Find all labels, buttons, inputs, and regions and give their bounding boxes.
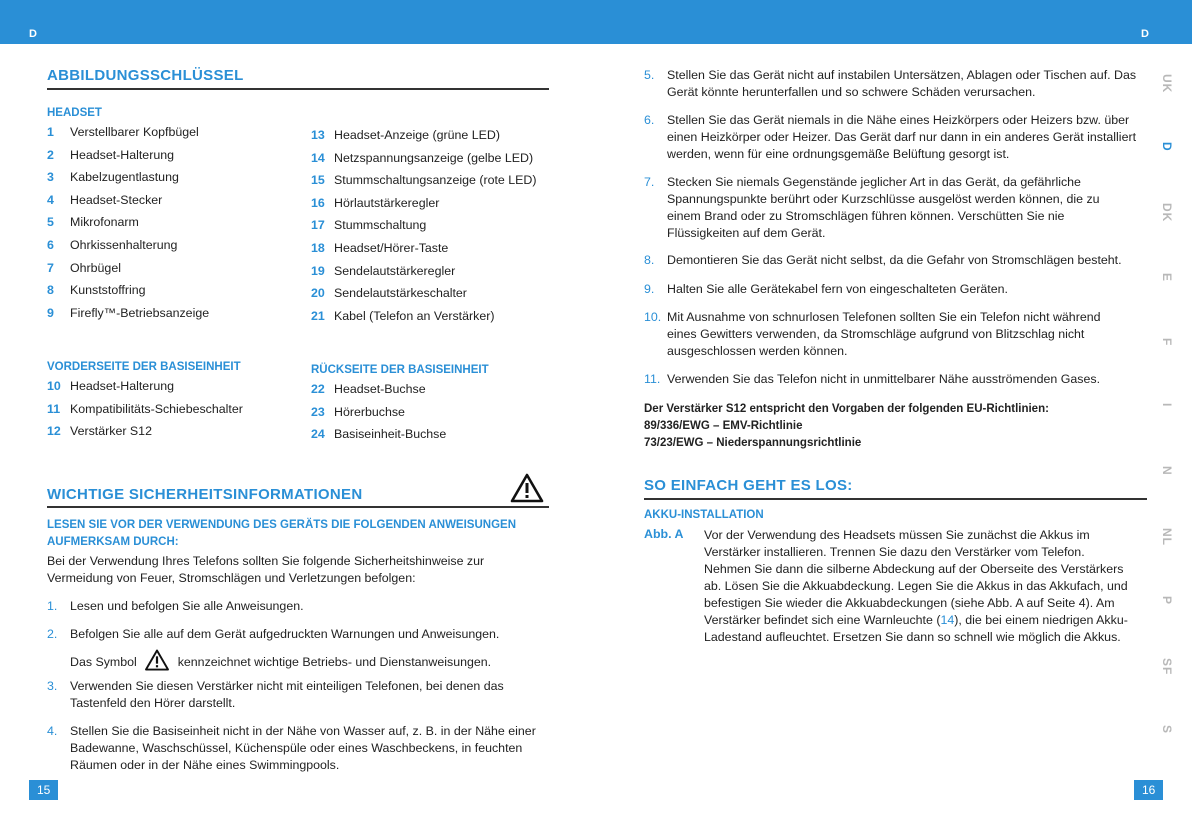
safety-item-10: 10. Mit Ausnahme von schnurlosen Telefonen sollten Sie ein Telefon nicht während eines Gewitters verwenden, da Stromschläge aufgrund von Blitzschlag nicht ausgeschlossen werden können. [644, 310, 1101, 358]
list-item: 20 Sendelautstärkeschalter [311, 286, 467, 301]
lang-tab-sf[interactable]: SF [1160, 658, 1174, 676]
safety-title: WICHTIGE SICHERHEITSINFORMATIONEN [47, 486, 363, 503]
list-item: 24 Basiseinheit-Buchse [311, 427, 447, 442]
headset-heading: HEADSET [47, 107, 102, 119]
compliance-line: 89/336/EWG – EMV-Richtlinie [644, 420, 803, 432]
list-item: 2 Headset-Halterung [47, 147, 175, 162]
list-item: 12 Verstärker S12 [47, 424, 152, 439]
compliance-line: 73/23/EWG – Niederspannungsrichtlinie [644, 437, 862, 449]
list-item: 3 Kabelzugentlastung [47, 170, 179, 185]
language-tabs [1150, 60, 1174, 760]
lang-tab-nl[interactable]: NL [1160, 528, 1174, 546]
safety-title-rule [47, 506, 549, 508]
list-item: 13 Headset-Anzeige (grüne LED) [311, 128, 500, 142]
safety-item-9: 9. Halten Sie alle Gerätekabel fern von eingeschalteten Geräten. [644, 282, 1008, 296]
compliance-line: Der Verstärker S12 entspricht den Vorgaben der folgenden EU-Richtlinien: [644, 403, 1049, 415]
list-item: 22 Headset-Buchse [311, 382, 426, 396]
header-lang-right: D [1141, 28, 1149, 40]
header-bar [0, 0, 1192, 44]
item-reference: 14 [940, 613, 955, 627]
list-item: 21 Kabel (Telefon an Verstärker) [311, 308, 495, 323]
getting-started-rule [644, 498, 1147, 500]
safety-item-5: 5. Stellen Sie das Gerät nicht auf instabilen Untersätzen, Ablagen oder Tischen auf. Das Gerät könnte herunterfallen und so schwere Schäden verursachen. [644, 68, 1137, 99]
warning-triangle-icon [144, 649, 170, 671]
battery-instructions: Vor der Verwendung des Headsets müssen Sie zunächst die Akkus im Verstärker installieren. Trennen Sie dazu den Verstärker vom Telefon. Nehmen Sie dann die silberne Abdeckung auf der Oberseite des Verstärkers ab. Lösen Sie die Akkuabdeckung. Legen Sie die Akkus in das Akkufach, und befestigen Sie wieder die Akkuabdeckungen (siehe Abb. A auf Seite 4). Am Verstärker befindet sich eine Warnleuchte (14), die bei einem niedrigen Akku-Ladestand aufleuchtet. Ersetzen Sie dann so schnell wie möglich die Akkus. [704, 528, 1128, 644]
list-item: 7 Ohrbügel [47, 260, 121, 275]
list-item: 8 Kunststoffring [47, 283, 146, 298]
front-list [47, 375, 243, 443]
compliance-block [644, 401, 1144, 452]
safety-item-4: 4. Stellen Sie die Basiseinheit nicht in der Nähe von Wasser auf, z. B. in der Nähe einer Badewanne, Waschschüssel, Küchenspüle oder eines Waschbeckens, in feuchten Räumen oder in der Nähe eines Swimmingpools. [47, 724, 536, 772]
key-title: ABBILDUNGSSCHLÜSSEL [47, 67, 244, 84]
front-heading: VORDERSEITE DER BASISEINHEIT [47, 361, 241, 373]
lang-tab-s[interactable]: S [1160, 725, 1174, 735]
safety-subheading: LESEN SIE VOR DER VERWENDUNG DES GERÄTS DIE FOLGENDEN ANWEISUNGEN AUFMERKSAM DURCH: [47, 519, 516, 548]
battery-heading: AKKU-INSTALLATION [644, 509, 764, 521]
safety-item-2-symbol-line: Das Symbol kennzeichnet wichtige Betriebs- und Dienstanweisungen. [47, 649, 547, 671]
list-item: 18 Headset/Hörer-Taste [311, 240, 449, 255]
lang-tab-p[interactable]: P [1160, 596, 1174, 606]
list-item: 15 Stummschaltungsanzeige (rote LED) [311, 173, 537, 188]
list-item: 4 Headset-Stecker [47, 192, 163, 207]
list-item: 10 Headset-Halterung [47, 379, 175, 393]
list-item: 19 Sendelautstärkeregler [311, 263, 456, 278]
safety-item-8: 8. Demontieren Sie das Gerät nicht selbst, da die Gefahr von Stromschlägen besteht. [644, 253, 1122, 267]
lang-tab-dk[interactable]: DK [1160, 203, 1174, 223]
safety-item-6: 6. Stellen Sie das Gerät niemals in die Nähe eines Heizkörpers oder Heizers bzw. über einen Heizkörper oder Heizer. Das Gerät darf nur dann in ein anderes Gerät installiert werden, wenn für eine ordnungsgemäße Belüftung gesorgt ist. [644, 113, 1137, 161]
list-item: 17 Stummschaltung [311, 218, 427, 233]
page-number-right: 16 [1134, 780, 1163, 800]
back-heading: RÜCKSEITE DER BASISEINHEIT [311, 364, 489, 376]
list-item: 16 Hörlautstärkeregler [311, 195, 440, 210]
list-item: 9 Firefly™-Betriebsanzeige [47, 305, 210, 320]
safety-item-11: 11. Verwenden Sie das Telefon nicht in unmittelbarer Nähe ausströmenden Gases. [644, 372, 1101, 386]
safety-item-1: 1. Lesen und befolgen Sie alle Anweisungen. [47, 599, 304, 613]
safety-item-2: 2. Befolgen Sie alle auf dem Gerät aufgedruckten Warnungen und Anweisungen. [47, 627, 500, 641]
headset-list-col2 [311, 124, 536, 327]
safety-item-7: 7. Stecken Sie niemals Gegenstände jeglicher Art in das Gerät, da gefährliche Spannungspunkte berührt oder Kurzschlüsse ausgelöst werden können, die zu einem Brand oder zu Stromschlägen führen können. Verschütten Sie nie Flüssigkeiten auf dem Gerät. [644, 175, 1100, 240]
headset-list-col1 [47, 121, 209, 324]
lang-tab-d[interactable]: D [1160, 142, 1174, 152]
warning-triangle-icon [510, 473, 544, 503]
safety-item-3: 3. Verwenden Sie diesen Verstärker nicht mit einteiligen Telefonen, bei denen das Tastenfeld den Hörer darstellt. [47, 679, 504, 710]
key-title-rule [47, 88, 549, 90]
header-lang-left: D [29, 28, 37, 40]
list-item: 14 Netzspannungsanzeige (gelbe LED) [311, 150, 534, 165]
page-number-left: 15 [29, 780, 58, 800]
safety-intro: Bei der Verwendung Ihres Telefons sollten Sie folgende Sicherheitshinweise zur Vermeidung von Feuer, Stromschlägen und Verletzungen befolgen: [47, 554, 485, 585]
lang-tab-n[interactable]: N [1160, 466, 1174, 476]
list-item: 23 Hörerbuchse [311, 404, 405, 419]
list-item: 1 Verstellbarer Kopfbügel [47, 125, 199, 139]
lang-tab-e[interactable]: E [1160, 273, 1174, 283]
list-item: 5 Mikrofonarm [47, 215, 139, 230]
lang-tab-f[interactable]: F [1160, 338, 1174, 347]
back-list [311, 378, 446, 446]
list-item: 6 Ohrkissenhalterung [47, 237, 178, 252]
list-item: 11 Kompatibilitäts-Schiebeschalter [47, 401, 243, 416]
figure-label: Abb. A [644, 527, 684, 541]
lang-tab-i[interactable]: I [1160, 403, 1174, 408]
getting-started-title: SO EINFACH GEHT ES LOS: [644, 477, 853, 494]
lang-tab-uk[interactable]: UK [1160, 74, 1174, 94]
